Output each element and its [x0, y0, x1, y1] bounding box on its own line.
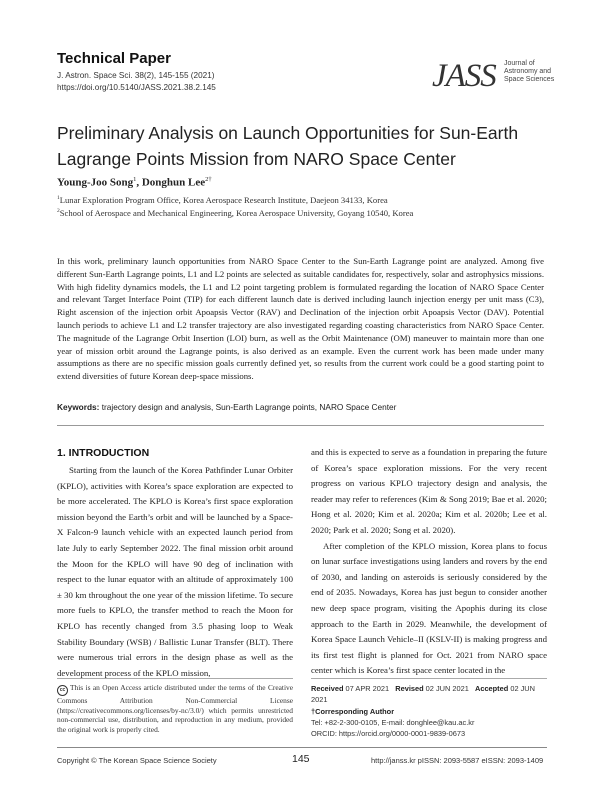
paragraph: After completion of the KPLO mission, Korea plans to focus on lunar surface investigations using landers and rovers by the end of 2030, and landing on asteroids is seriously considered by the end of 2035. Nowadays, Korea has just begun to consider another new deep space program, visiting the Apophis during its close approach to the Earth in 2029. Meanwhile, the development of Korea Space Launch Vehicle–II (KSLV-II) is making progress and its first test flight is planned for Oct. 2021 from NARO space center which is Korea’s first space center located in the	[311, 540, 547, 676]
author-affil-mark: 2†	[205, 176, 212, 183]
contact-info: Tel: +82-2-300-0105, E-mail: donghlee@kau.ac.kr	[311, 717, 475, 727]
corresponding-author-label: †Corresponding Author	[311, 706, 395, 716]
orcid[interactable]: ORCID: https://orcid.org/0000-0001-9839-0673	[311, 729, 466, 739]
journal-logo-subtitle	[504, 60, 574, 84]
page-number: 145	[292, 753, 310, 765]
license-text: This is an Open Access article distributed under the terms of the Creative Commons Attribution Non-Commercial License (https://creativecommons.org/licenses/by-nc/3.0/) which permits unrestricted non-commercial use, distribution, and reproduction in any medium, provided the original work is properly cited.	[57, 683, 293, 734]
author-separator: ,	[136, 176, 142, 189]
revised-label: Revised	[395, 684, 424, 693]
paragraph: and this is expected to serve as a foundation in preparing the future of Korea’s space exploration missions. For the very recent progress on various KPLO trajectory design and analysis, the reader may refer to references (Kim & Song 2019; Bae et al. 2020; Hong et al. 2020; Kim et al. 2020a; Kim et al. 2020b; Lee et al. 2020; Park et al. 2020; Song et al. 2020).	[311, 447, 547, 535]
logo-subtitle-line-3: Space Sciences	[504, 76, 555, 83]
affiliation-mark: 2	[57, 208, 60, 215]
doi-link[interactable]: https://doi.org/10.5140/JASS.2021.38.2.145	[57, 83, 216, 92]
creative-commons-icon: cc	[57, 685, 68, 696]
received-label: Received	[311, 684, 344, 693]
license-note	[57, 683, 293, 734]
affiliation-text: Lunar Exploration Program Office, Korea Aerospace Research Institute, Daejeon 34133, Korea	[59, 195, 388, 205]
revised-date: 02 JUN 2021	[423, 684, 469, 693]
affiliation-1	[57, 195, 388, 205]
journal-logo-text: JASS	[432, 58, 496, 94]
paper-type: Technical Paper	[57, 50, 171, 67]
affiliation-2	[57, 208, 413, 218]
accepted-date: 02 JUN 2021	[311, 684, 535, 705]
issn-info: http://janss.kr pISSN: 2093-5587 eISSN: 2093-1409	[371, 756, 544, 765]
keywords-text: trajectory design and analysis, Sun-Earth Lagrange points, NARO Space Center	[99, 402, 397, 412]
article-dates	[311, 683, 551, 739]
affiliation-mark: 1	[57, 195, 60, 202]
logo-subtitle-line-1: Journal of	[504, 60, 535, 67]
keywords-label: Keywords:	[57, 402, 100, 412]
journal-citation: J. Astron. Space Sci. 38(2), 145-155 (2021)	[57, 71, 215, 80]
author-name: Young-Joo Song	[57, 176, 134, 189]
author-affil-mark: 1	[133, 176, 137, 183]
author-name: Donghun Lee	[141, 176, 206, 189]
author-list	[57, 176, 212, 189]
date-line	[311, 683, 551, 706]
footer-rule-right	[311, 678, 547, 679]
received-date: 07 APR 2021	[343, 684, 390, 693]
paragraph: Starting from the launch of the Korea Pathfinder Lunar Orbiter (KPLO), activities with Korea’s space exploration are expected to be more accelerated. The KPLO is Korea’s first space exploration mission beyond the Earth’s orbit and will be launched by a Space-X Falcon-9 launch vehicle with an expected launch period from late July to early September 2022. The final mission orbit around the Moon for the KPLO will have 90 deg of inclination with respect to the lunar equator with an altitude of approximately 100 ± 30 km throughout the one year of the mission lifetime. To secure more fuels to KPLO, the transfer method to reach the Moon for KPLO has recently changed from 3.5 phasing loop to Weak Stability Boundary (WSB) / Ballistic Lunar Transfer (BLT). There were numerous trial errors in the design phase as well as the development process of the KPLO mission,	[57, 465, 293, 678]
keywords	[57, 402, 544, 412]
journal-logo	[432, 58, 562, 104]
body-column-left	[57, 463, 293, 681]
accepted-label: Accepted	[475, 684, 509, 693]
footer-rule-left	[57, 678, 293, 679]
abstract-divider	[57, 425, 544, 426]
affiliation-text: School of Aerospace and Mechanical Engineering, Korea Aerospace University, Goyang 10540, Korea	[59, 208, 414, 218]
article-title: Preliminary Analysis on Launch Opportunities for Sun-Earth Lagrange Points Mission from NARO Space Center	[57, 123, 519, 169]
body-column-right	[311, 445, 547, 679]
section-heading: 1. INTRODUCTION	[57, 447, 150, 459]
logo-subtitle-line-2: Astronomy and	[504, 68, 552, 75]
bottom-rule	[57, 747, 547, 748]
copyright: Copyright © The Korean Space Science Society	[57, 756, 217, 765]
abstract: In this work, preliminary launch opportunities from NARO Space Center to the Sun-Earth Lagrange point are analyzed. Among five different Sun-Earth Lagrange points, L1 and L2 points are selected as suitable candidates for, respectively, solar and astrophysics missions. With high fidelity dynamics models, the L1 and L2 point targeting problem is formulated regarding the location of NARO Space Center and relevant Target Interface Point (TIP) for each different launch date is derived including launch injection energy per unit mass (C3), Right ascension of the injection orbit Apoapsis Vector (RAV) and Declination of the injection orbit Apoapsis Vector (DAV). Potential launch periods to achieve L1 and L2 transfer trajectory are also investigated regarding coasting characteristics from NARO Space Center. The magnitude of the Lagrange Orbit Insertion (LOI) burn, as well as the Orbit Maintenance (OM) maneuver to maintain more than one year of mission orbit around the Lagrange points, is also derived as an example. Even the current work has been made under many assumptions as there are no specific mission goals currently defined yet, so results from the current work could be a good starting point to extend diversities of future Korean deep-space missions.	[57, 256, 544, 382]
